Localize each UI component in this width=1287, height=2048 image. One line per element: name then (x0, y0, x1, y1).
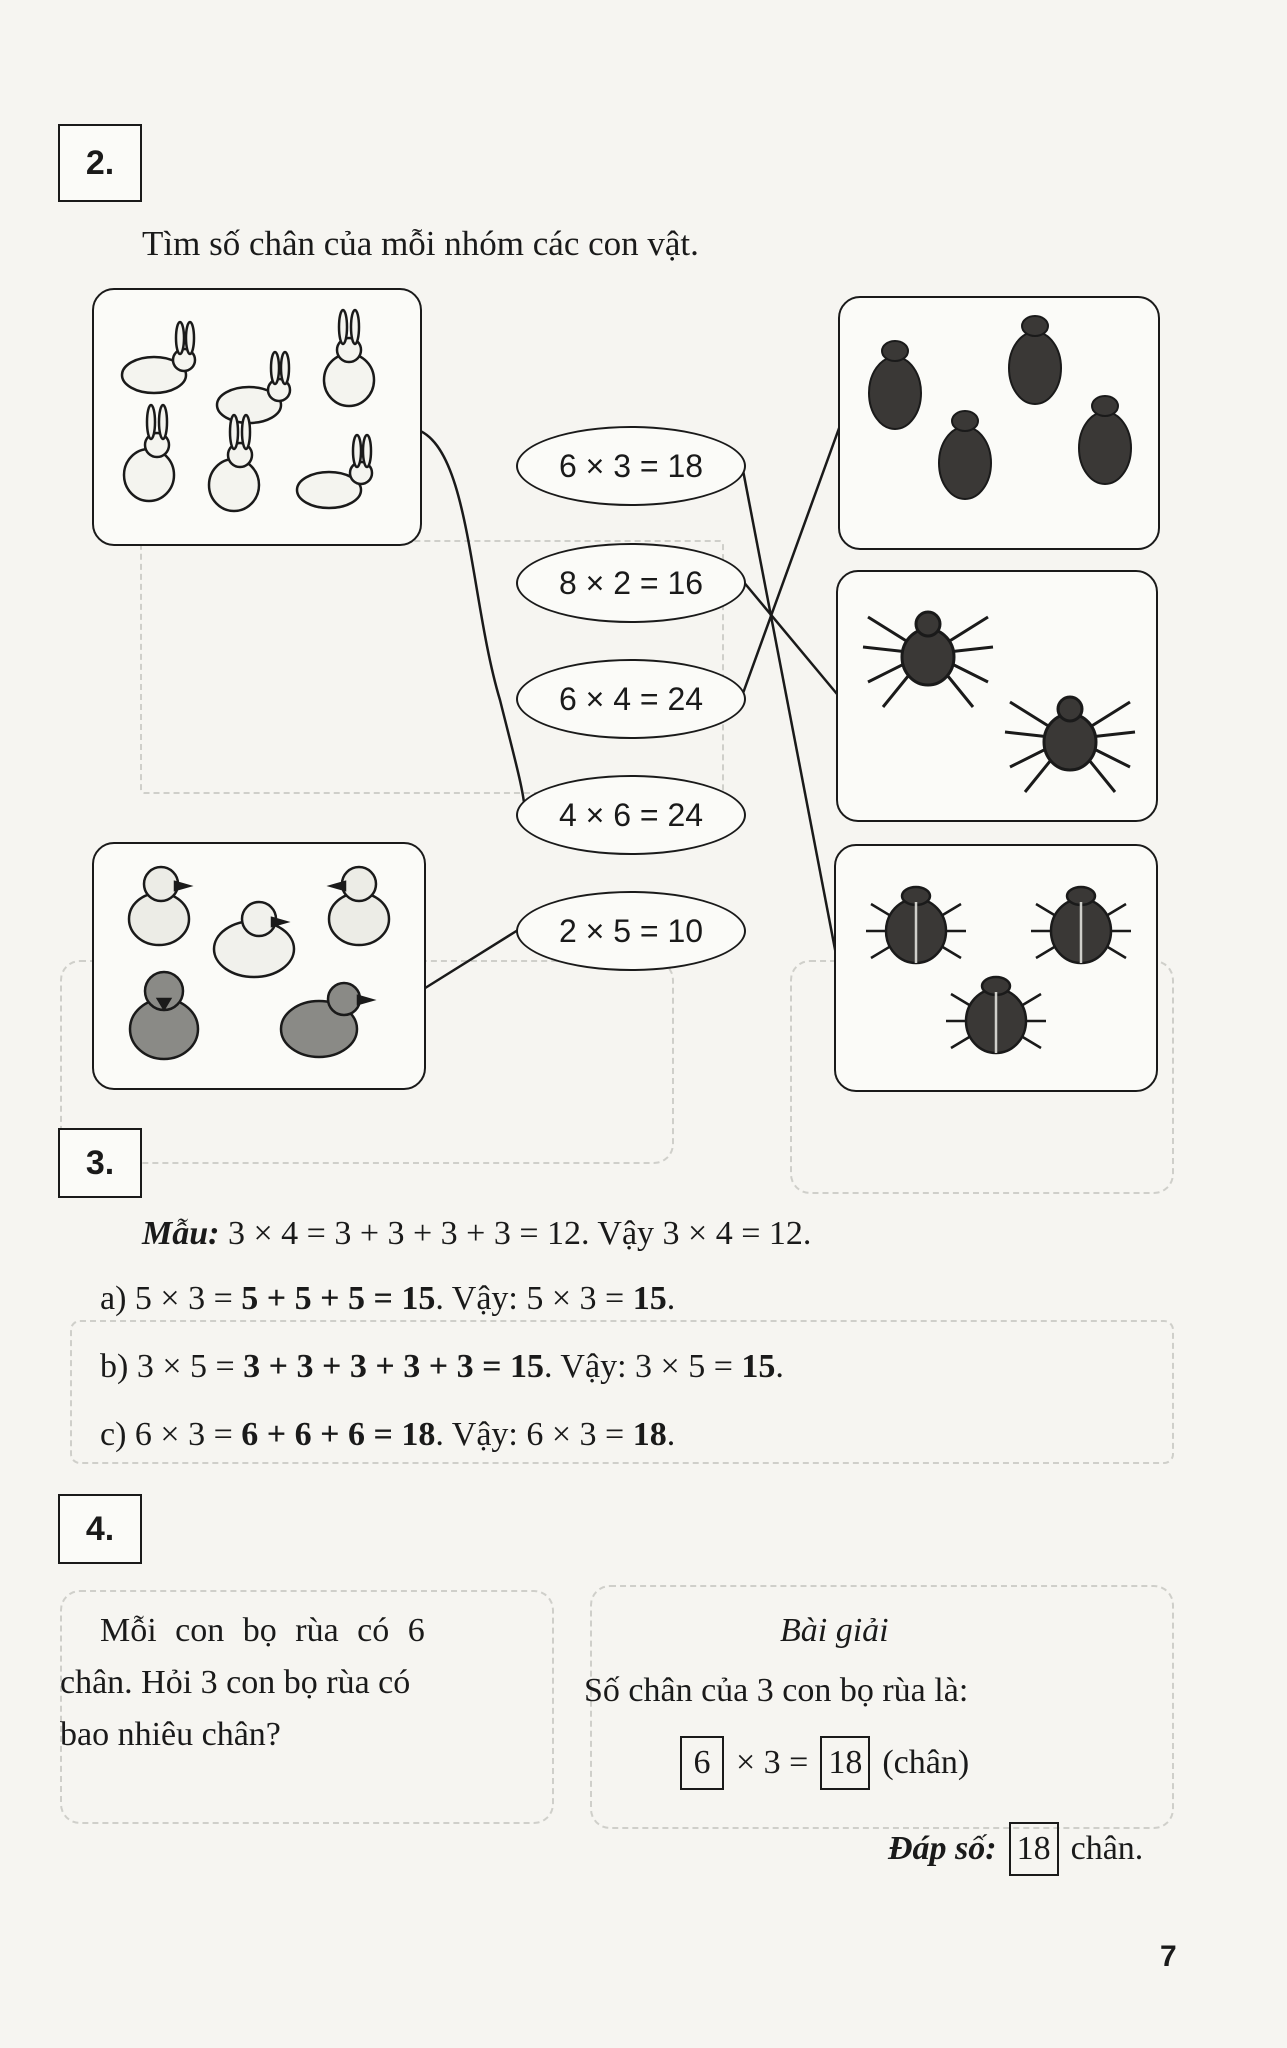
problem-line-3: bao nhiêu chân? (60, 1716, 281, 1753)
answer-label: Đáp số: (888, 1830, 997, 1867)
product-box: 18 (820, 1736, 870, 1790)
beetles-panel (838, 296, 1160, 550)
item-c-result: 18 (632, 1416, 667, 1453)
solution-title: Bài giải (780, 1612, 889, 1649)
equation-oval (516, 659, 746, 739)
answer-box: 18 (1009, 1822, 1059, 1876)
rabbits-illustration (94, 290, 420, 544)
rabbit-icon (122, 310, 374, 511)
equation-text: 4 × 6 = 24 (558, 796, 704, 833)
item-b-result: 15 (741, 1348, 776, 1385)
exercise-4-number-text: 4. (85, 1509, 115, 1548)
exercise-2-number-text: 2. (85, 143, 115, 182)
item-b-end: . (775, 1348, 784, 1385)
line-chicks-to-2x5 (422, 930, 518, 990)
page-number: 7 (1160, 1940, 1177, 1973)
item-a-end: . (666, 1280, 676, 1317)
item-c-sum: 6 + 6 + 6 = 18 (241, 1416, 436, 1453)
equation-text: 8 × 2 = 16 (558, 564, 704, 601)
equation-oval (516, 426, 746, 506)
item-c-mid: . Vậy: 6 × 3 = (435, 1416, 633, 1453)
exercise-4-number (58, 1494, 142, 1564)
sample-label: Mẫu: (142, 1215, 220, 1252)
item-a (100, 1280, 675, 1318)
rabbits-panel (92, 288, 422, 546)
answer-unit: chân. (1070, 1830, 1144, 1867)
item-c-prefix: c) 6 × 3 = (100, 1416, 242, 1453)
times-text: × 3 = (736, 1744, 809, 1781)
chicks-panel (92, 842, 426, 1090)
item-a-prefix: a) 5 × 3 = (100, 1280, 242, 1317)
item-b-sum: 3 + 3 + 3 + 3 + 3 = 15 (243, 1348, 545, 1385)
line-6x4-to-beetles (742, 420, 842, 696)
spiders-illustration (838, 572, 1156, 820)
equation-oval (516, 543, 746, 623)
exercise-3-number (58, 1128, 142, 1198)
item-b (100, 1348, 784, 1386)
ladybugs-illustration (836, 846, 1156, 1090)
equation-text: 2 × 5 = 10 (558, 912, 704, 949)
item-a-mid: . Vậy: 5 × 3 = (435, 1280, 633, 1317)
item-c-end: . (666, 1416, 676, 1453)
item-a-sum: 5 + 5 + 5 = 15 (241, 1280, 436, 1317)
sample-text: 3 × 4 = 3 + 3 + 3 + 3 = 12. Vậy 3 × 4 = 12. (227, 1215, 812, 1252)
equation-oval (516, 775, 746, 855)
problem-line-2: chân. Hỏi 3 con bọ rùa có (60, 1664, 411, 1701)
spiders-panel (836, 570, 1158, 822)
exercise-2-instruction: Tìm số chân của mỗi nhóm các con vật. (142, 224, 699, 263)
equation-text: 6 × 3 = 18 (558, 447, 704, 484)
ladybug-icon (866, 887, 1131, 1053)
solution-sentence: Số chân của 3 con bọ rùa là: (584, 1672, 969, 1709)
equation-text: 6 × 4 = 24 (558, 680, 704, 717)
line-rabbits-to-4x6 (418, 430, 525, 815)
spider-icon (863, 612, 1135, 792)
answer-line (888, 1822, 1143, 1876)
unit-text: (chân) (882, 1744, 970, 1781)
problem-line-1: Mỗi con bọ rùa có 6 (100, 1612, 425, 1649)
line-8x2-to-spiders (742, 580, 842, 700)
chick-icon (129, 867, 389, 1059)
line-6x3-to-ladybugs (742, 465, 838, 965)
item-a-result: 15 (632, 1280, 667, 1317)
chicks-illustration (94, 844, 424, 1088)
equation-oval (516, 891, 746, 971)
sample-line (142, 1215, 811, 1253)
exercise-3-number-text: 3. (85, 1143, 115, 1182)
beetle-icon (869, 316, 1131, 499)
ladybugs-panel (834, 844, 1158, 1092)
item-b-prefix: b) 3 × 5 = (100, 1348, 244, 1385)
factor-box: 6 (680, 1736, 724, 1790)
item-c (100, 1416, 675, 1454)
item-b-mid: . Vậy: 3 × 5 = (544, 1348, 742, 1385)
solution-equation (680, 1736, 969, 1790)
beetles-illustration (840, 298, 1158, 548)
